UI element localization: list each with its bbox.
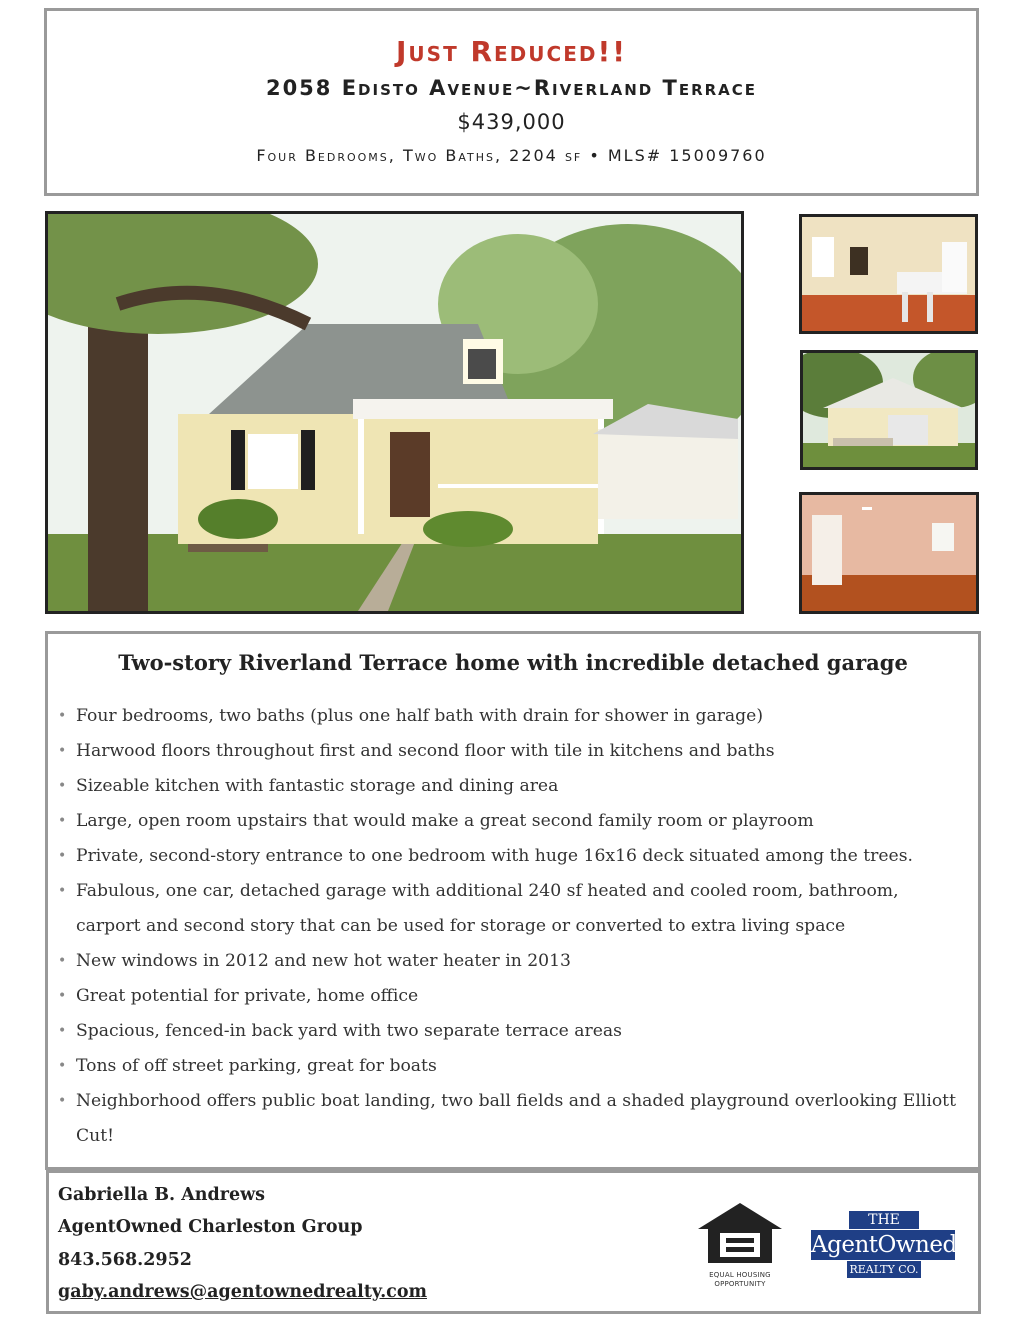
features-section [45,631,981,1170]
listing-header [44,8,979,196]
agent-phone[interactable]: 843.568.2952 [58,1250,192,1270]
feature-item: • Sizeable kitchen with fantastic storage and dining area [58,769,966,804]
feature-item: • Large, open room upstairs that would make a great second family room or playroom [58,804,966,839]
feature-item: • Great potential for private, home office [58,979,966,1014]
property-details: Four Bedrooms, Two Baths, 2204 sf • MLS# 15009760 [256,146,767,165]
kitchen-photo [799,214,978,334]
feature-item: • Tons of off street parking, great for boats [58,1049,966,1084]
agent-email-link[interactable]: gaby.andrews@agentownedrealty.com [58,1282,428,1302]
logo-agentowned: AgentOwned [811,1232,957,1258]
eho-text-line1: EQUAL HOUSING [709,1271,771,1279]
equal-housing-opportunity-logo [696,1201,784,1291]
features-list [48,699,978,1154]
property-price: $439,000 [457,110,566,134]
agent-contact-section [46,1170,981,1314]
feature-item: • Spacious, fenced-in back yard with two separate terrace areas [58,1014,966,1049]
agent-company: AgentOwned Charleston Group [58,1217,363,1237]
agentowned-realty-logo [811,1211,957,1281]
house-exterior-photo [45,211,744,614]
feature-item: • Private, second-story entrance to one bedroom with huge 16x16 deck situated among the trees. [58,839,966,874]
logo-the: THE [849,1211,919,1229]
logo-realty-co: REALTY CO. [847,1261,921,1278]
eho-text-line2: OPPORTUNITY [714,1280,766,1288]
feature-item: • Harwood floors throughout first and second floor with tile in kitchens and baths [58,734,966,769]
listing-status-title: Just Reduced!! [396,35,627,68]
feature-item: • Neighborhood offers public boat landing, two ball fields and a shaded playground overlooking Elliott Cut! [58,1084,966,1154]
feature-item: • New windows in 2012 and new hot water heater in 2013 [58,944,966,979]
features-heading: Two-story Riverland Terrace home with incredible detached garage [118,650,908,675]
house-icon [696,1201,784,1267]
feature-item: • Fabulous, one car, detached garage with additional 240 sf heated and cooled room, bathroom, carport and second story that can be used for storage or converted to extra living space [58,874,966,944]
agent-name: Gabriella B. Andrews [58,1185,266,1205]
feature-item: • Four bedrooms, two baths (plus one half bath with drain for shower in garage) [58,699,966,734]
bedroom-photo [799,492,979,614]
property-address: 2058 Edisto Avenue~Riverland Terrace [265,76,758,100]
detached-garage-photo [800,350,978,470]
